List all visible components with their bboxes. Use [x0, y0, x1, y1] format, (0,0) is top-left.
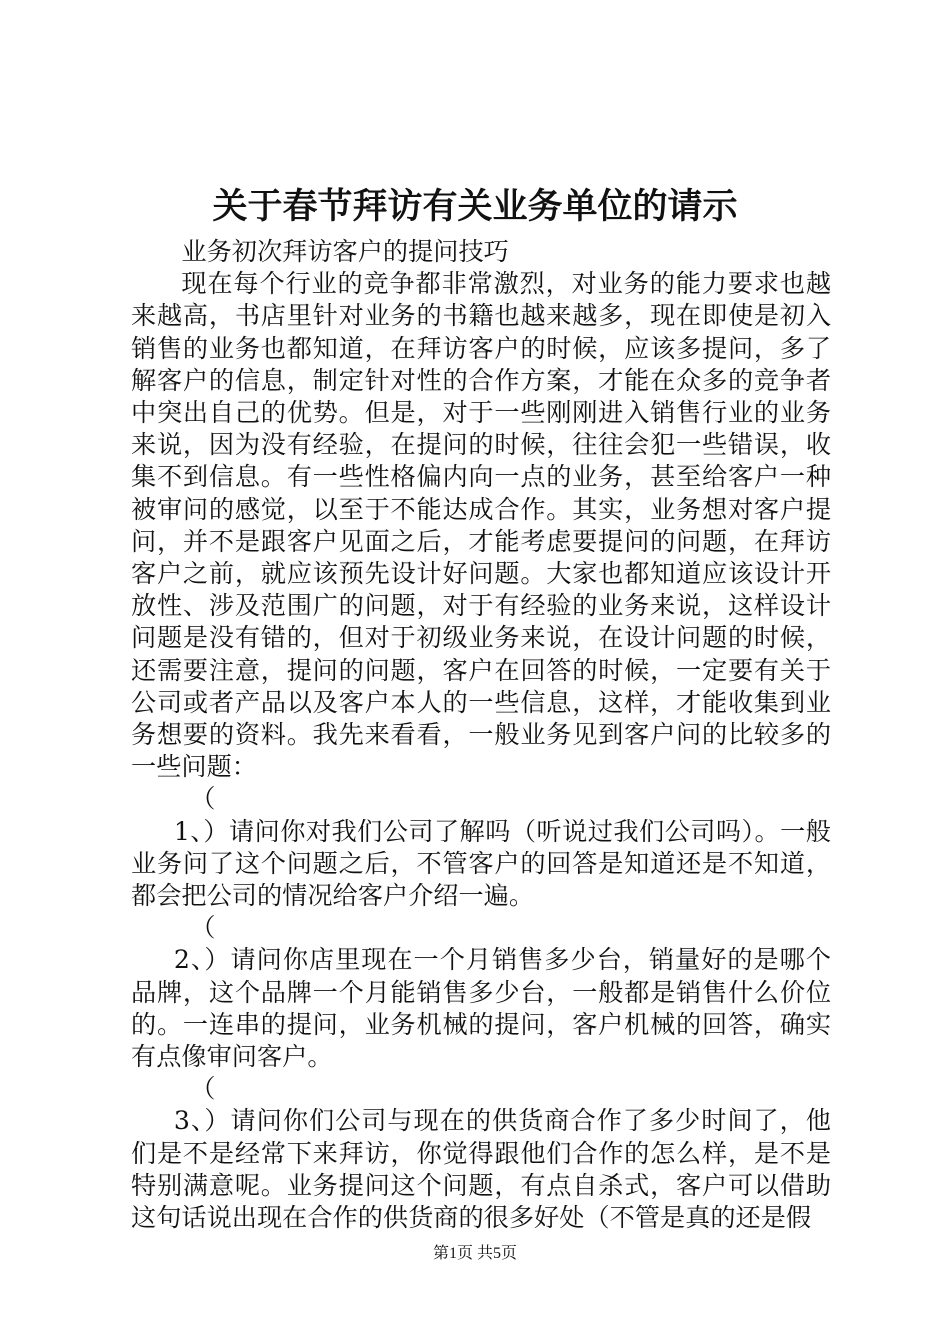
document-title: 关于春节拜访有关业务单位的请示 — [212, 186, 738, 227]
section-heading: 业务初次拜访客户的提问技巧 — [181, 237, 509, 266]
list-item: 2、）请问你店里现在一个月销售多少台，销量好的是哪个品牌，这个品牌一个月能销售多少台，一般都是销售什么价位的。一连串的提问，业务机械的提问，客户机械的回答，确实有点像审问客户。 — [131, 945, 831, 1072]
list-number-prefix: （ — [190, 784, 216, 814]
page-footer: 第1页 共5页 — [432, 1245, 517, 1262]
body-paragraph: 现在每个行业的竞争都非常激烈，对业务的能力要求也越来越高，书店里针对业务的书籍也越来越多，现在即使是初入销售的业务也都知道，在拜访客户的时候，应该多提问，多了解客户的信息，制定针对性的合作方案，才能在众多的竞争者中突出自己的优势。但是，对于一些刚刚进入销售行业的业务来说，因为没有经验，在提问的时候，往往会犯一些错误，收集不到信息。有一些性格偏内向一点的业务，甚至给客户一种被审问的感觉，以至于不能达成合作。其实，业务想对客户提问，并不是跟客户见面之后，才能考虑要提问的问题，在拜访客户之前，就应该预先设计好问题。大家也都知道应该设计开放性、涉及范围广的问题，对于有经验的业务来说，这样设计问题是没有错的，但对于初级业务来说，在设计问题的时候，还需要注意，提问的问题，客户在回答的时候，一定要有关于公司或者产品以及客户本人的一些信息，这样，才能收集到业务想要的资料。我先来看看，一般业务见到客户问的比较多的一些问题： — [131, 269, 831, 782]
list-number-prefix: （ — [190, 1074, 216, 1104]
list-number-prefix: （ — [190, 913, 216, 943]
list-item: 1、）请问你对我们公司了解吗（听说过我们公司吗）。一般业务问了这个问题之后，不管客户的回答是知道还是不知道，都会把公司的情况给客户介绍一遍。 — [131, 816, 831, 911]
list-item: 3、）请问你们公司与现在的供货商合作了多少时间了，他们是不是经常下来拜访，你觉得跟他们合作的怎么样，是不是特别满意呢。业务提问这个问题，有点自杀式，客户可以借助这句话说出现在合作的供货商的很多好处（不管是真的还是假 — [131, 1106, 831, 1233]
document-body — [131, 236, 831, 1234]
